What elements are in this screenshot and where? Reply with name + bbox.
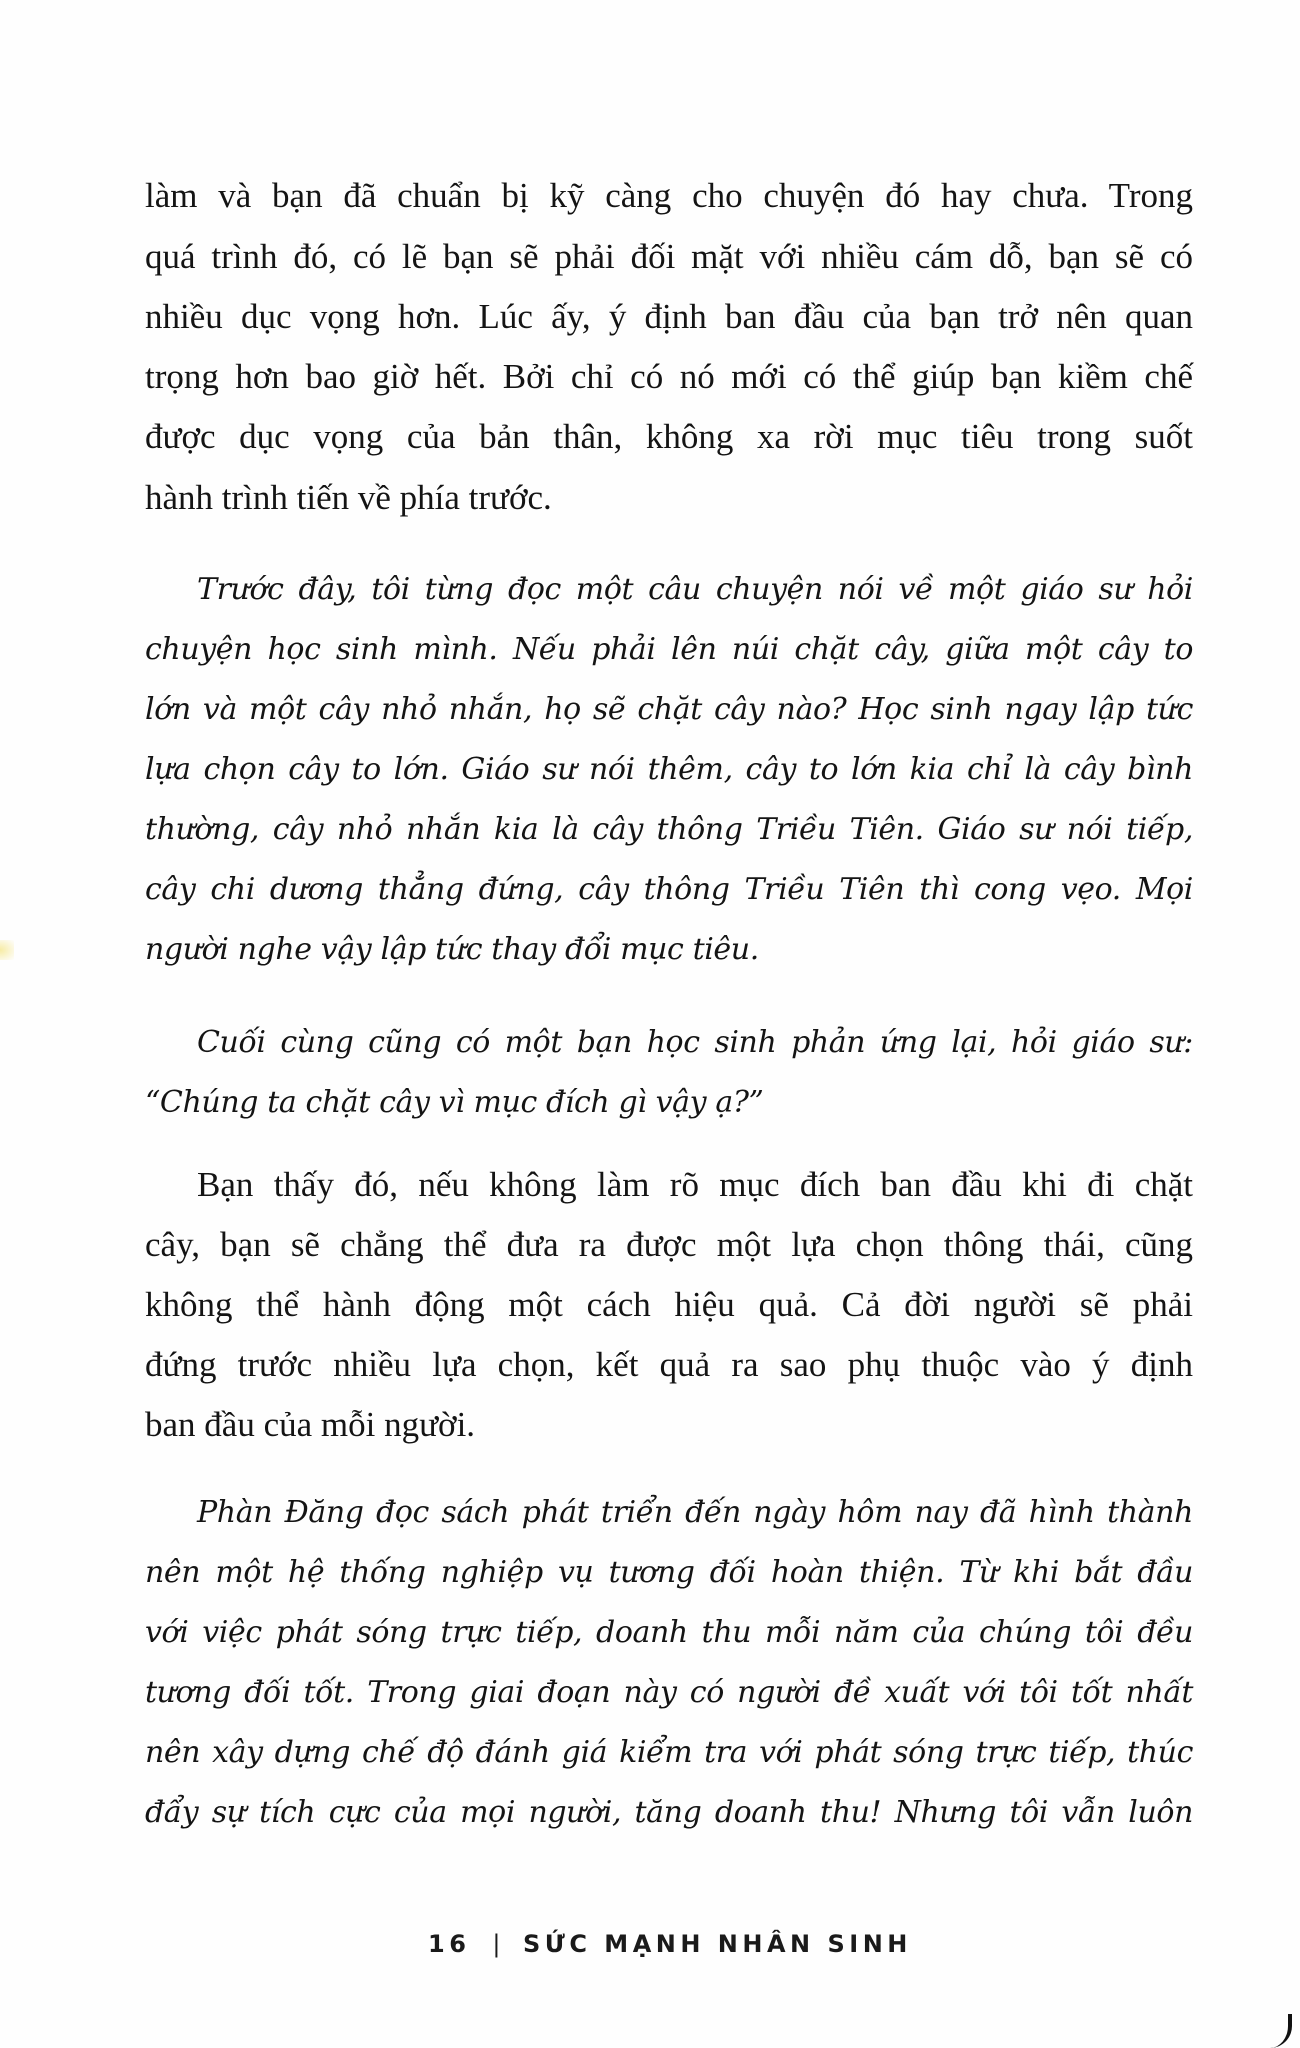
paragraph-2-line-5: thường, cây nhỏ nhắn kia là cây thông Triều Tiên. Giáo sư nói tiếp, — [145, 812, 1193, 847]
paragraph-4-line-2: cây, bạn sẽ chẳng thể đưa ra được một lựa chọn thông thái, cũng — [145, 1225, 1193, 1264]
paragraph-3-line-1: Cuối cùng cũng có một bạn học sinh phản ứng lại, hỏi giáo sư: — [197, 1025, 1193, 1060]
paragraph-5-line-5: nên xây dựng chế độ đánh giá kiểm tra với phát sóng trực tiếp, thúc — [145, 1735, 1193, 1770]
paragraph-2-line-7: người nghe vậy lập tức thay đổi mục tiêu. — [145, 932, 759, 967]
paragraph-4-line-1: Bạn thấy đó, nếu không làm rõ mục đích ban đầu khi đi chặt — [197, 1165, 1193, 1204]
paragraph-5-line-1: Phàn Đăng đọc sách phát triển đến ngày hôm nay đã hình thành — [197, 1495, 1193, 1530]
paragraph-1-line-1: làm và bạn đã chuẩn bị kỹ càng cho chuyện đó hay chưa. Trong — [145, 176, 1193, 215]
paragraph-5-line-6: đẩy sự tích cực của mọi người, tăng doanh thu! Nhưng tôi vẫn luôn — [145, 1795, 1193, 1830]
paragraph-1-line-6: hành trình tiến về phía trước. — [145, 478, 552, 517]
paragraph-1-line-3: nhiều dục vọng hơn. Lúc ấy, ý định ban đầu của bạn trở nên quan — [145, 297, 1193, 336]
running-book-title: SỨC MẠNH NHÂN SINH — [523, 1930, 912, 1958]
paragraph-1-line-5: được dục vọng của bản thân, không xa rời mục tiêu trong suốt — [145, 417, 1193, 456]
paragraph-3-line-2: “Chúng ta chặt cây vì mục đích gì vậy ạ?” — [145, 1085, 764, 1120]
footer-separator: | — [492, 1930, 505, 1958]
paragraph-2-line-6: cây chi dương thẳng đứng, cây thông Triều Tiên thì cong vẹo. Mọi — [145, 872, 1193, 907]
page-corner-mark-icon — [1266, 2014, 1292, 2048]
paragraph-2-line-3: lớn và một cây nhỏ nhắn, họ sẽ chặt cây nào? Học sinh ngay lập tức — [145, 692, 1193, 727]
paragraph-4-line-3: không thể hành động một cách hiệu quả. Cả đời người sẽ phải — [145, 1285, 1193, 1324]
paragraph-2-line-2: chuyện học sinh mình. Nếu phải lên núi chặt cây, giữa một cây to — [145, 632, 1193, 667]
paragraph-4-line-5: ban đầu của mỗi người. — [145, 1405, 476, 1444]
paragraph-5-line-3: với việc phát sóng trực tiếp, doanh thu mỗi năm của chúng tôi đều — [145, 1615, 1193, 1650]
paragraph-5-line-4: tương đối tốt. Trong giai đoạn này có người đề xuất với tôi tốt nhất — [145, 1675, 1193, 1710]
paragraph-1-line-4: trọng hơn bao giờ hết. Bởi chỉ có nó mới có thể giúp bạn kiềm chế — [145, 357, 1193, 396]
paragraph-1-line-2: quá trình đó, có lẽ bạn sẽ phải đối mặt với nhiều cám dỗ, bạn sẽ có — [145, 237, 1193, 276]
paragraph-5-line-2: nên một hệ thống nghiệp vụ tương đối hoàn thiện. Từ khi bắt đầu — [145, 1555, 1193, 1590]
scan-smudge-mark — [0, 940, 14, 960]
page-number: 16 — [428, 1930, 471, 1958]
paragraph-2-line-4: lựa chọn cây to lớn. Giáo sư nói thêm, cây to lớn kia chỉ là cây bình — [145, 752, 1193, 787]
paragraph-4-line-4: đứng trước nhiều lựa chọn, kết quả ra sao phụ thuộc vào ý định — [145, 1345, 1193, 1384]
paragraph-2-line-1: Trước đây, tôi từng đọc một câu chuyện nói về một giáo sư hỏi — [197, 572, 1193, 607]
page-footer — [428, 1928, 912, 1960]
